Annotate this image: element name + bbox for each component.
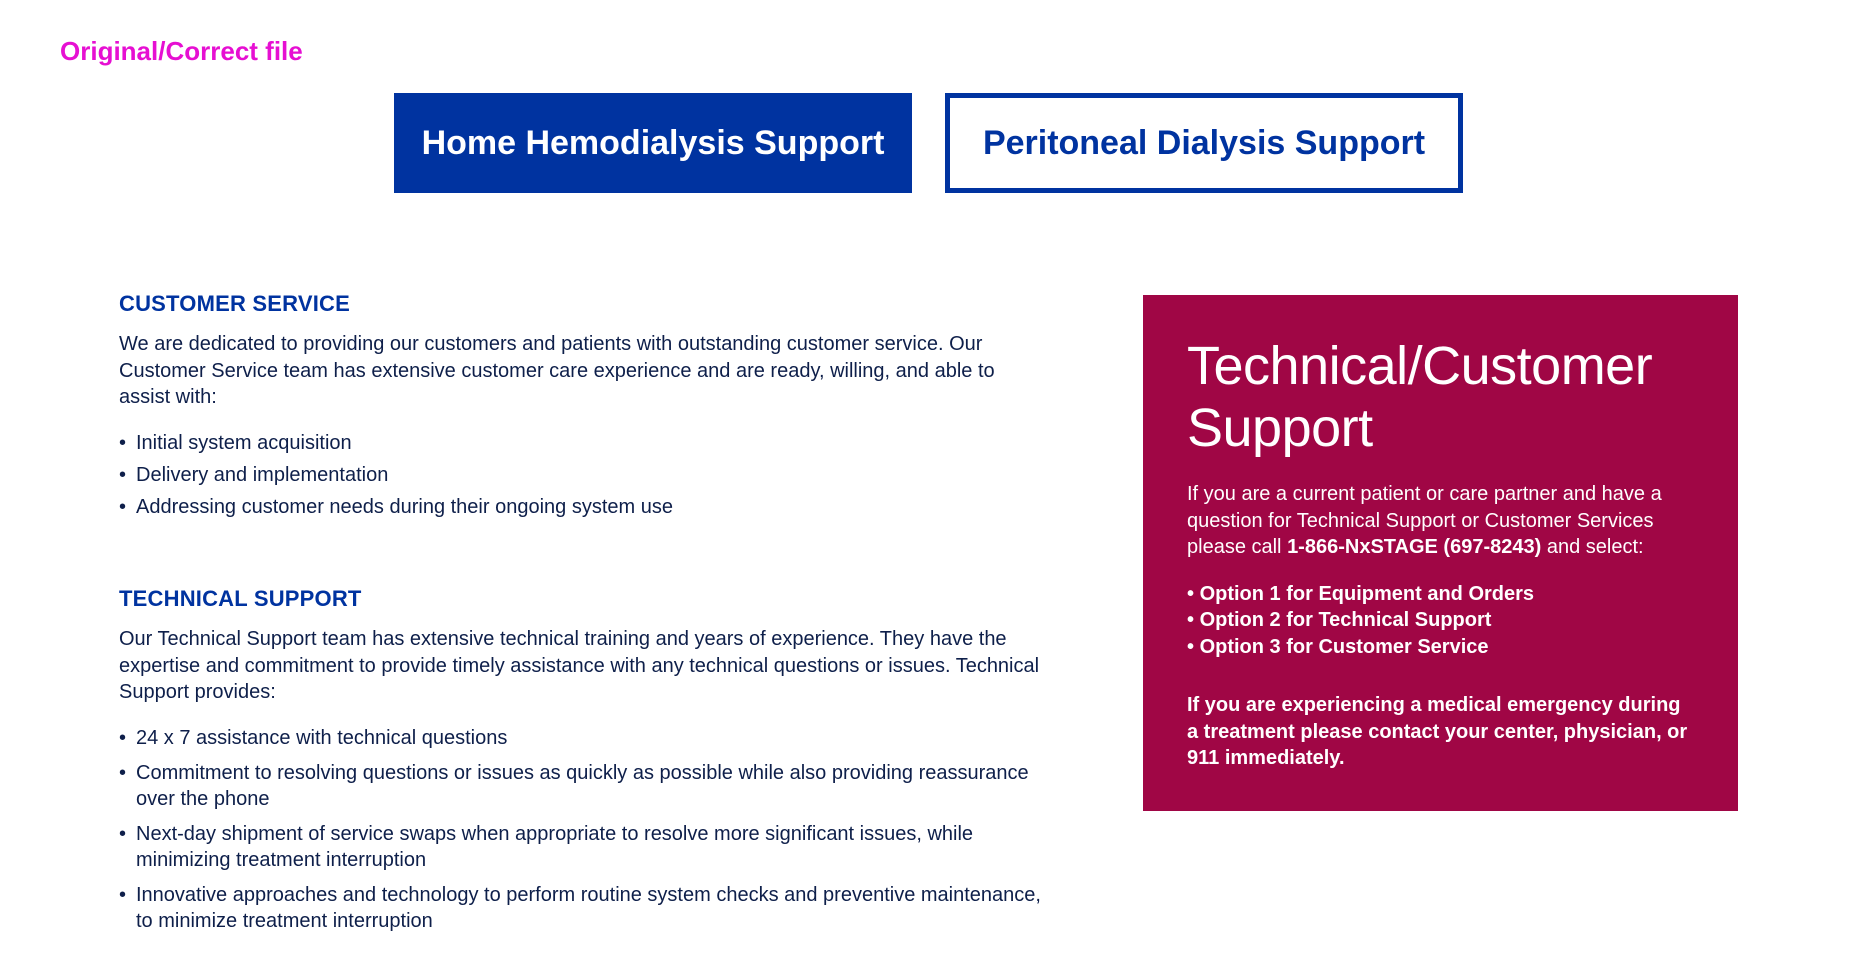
- file-label: Original/Correct file: [60, 36, 303, 66]
- technical-support-list: [119, 725, 1049, 943]
- support-option: • Option 1 for Equipment and Orders: [1187, 581, 1696, 608]
- list-item: • Commitment to resolving questions or issues as quickly as possible while also providing reassurance over the phone: [119, 760, 1049, 813]
- tab-home-hemodialysis-support[interactable]: [394, 93, 912, 193]
- support-box-intro: [1187, 481, 1696, 561]
- tab-label: Peritoneal Dialysis Support: [982, 123, 1426, 162]
- list-item: • Innovative approaches and technology to perform routine system checks and preventive maintenance, to minimize treatment interruption: [119, 882, 1049, 935]
- list-item: • Next-day shipment of service swaps when appropriate to resolve more significant issues, while minimizing treatment interruption: [119, 821, 1049, 874]
- emergency-notice: If you are experiencing a medical emergency during a treatment please contact your center, physician, or 911 immediately.: [1187, 694, 1688, 769]
- list-item: • Addressing customer needs during their ongoing system use: [119, 494, 1049, 521]
- support-option: • Option 3 for Customer Service: [1187, 634, 1696, 661]
- support-option: • Option 2 for Technical Support: [1187, 607, 1696, 634]
- support-box-title: Technical/Customer Support: [1187, 336, 1653, 458]
- customer-service-heading: CUSTOMER SERVICE: [119, 291, 350, 316]
- list-item: • Initial system acquisition: [119, 430, 1049, 457]
- support-options-list: [1187, 581, 1696, 661]
- list-item: • 24 x 7 assistance with technical questions: [119, 725, 1049, 752]
- tab-label: Home Hemodialysis Support: [421, 123, 885, 162]
- list-item: • Delivery and implementation: [119, 462, 1049, 489]
- technical-support-intro: Our Technical Support team has extensive technical training and years of experience. They have the expertise and commitment to provide timely assistance with any technical questions or issues. Technical Support provides:: [119, 628, 1040, 703]
- support-contact-box: [1143, 295, 1738, 811]
- support-intro-text: If you are a current patient or care partner and have a question for Technical Support or Customer Services please call: [1187, 483, 1662, 558]
- tab-peritoneal-dialysis-support[interactable]: [945, 93, 1463, 193]
- customer-service-intro: We are dedicated to providing our customers and patients with outstanding customer service. Our Customer Service team has extensive customer care experience and are ready, willing, and able to assist with:: [119, 333, 995, 408]
- customer-service-list: [119, 430, 1049, 526]
- support-intro-suffix: and select:: [1541, 536, 1644, 558]
- support-phone-number[interactable]: 1-866-NxSTAGE (697-8243): [1287, 536, 1542, 558]
- technical-support-heading: TECHNICAL SUPPORT: [119, 586, 362, 611]
